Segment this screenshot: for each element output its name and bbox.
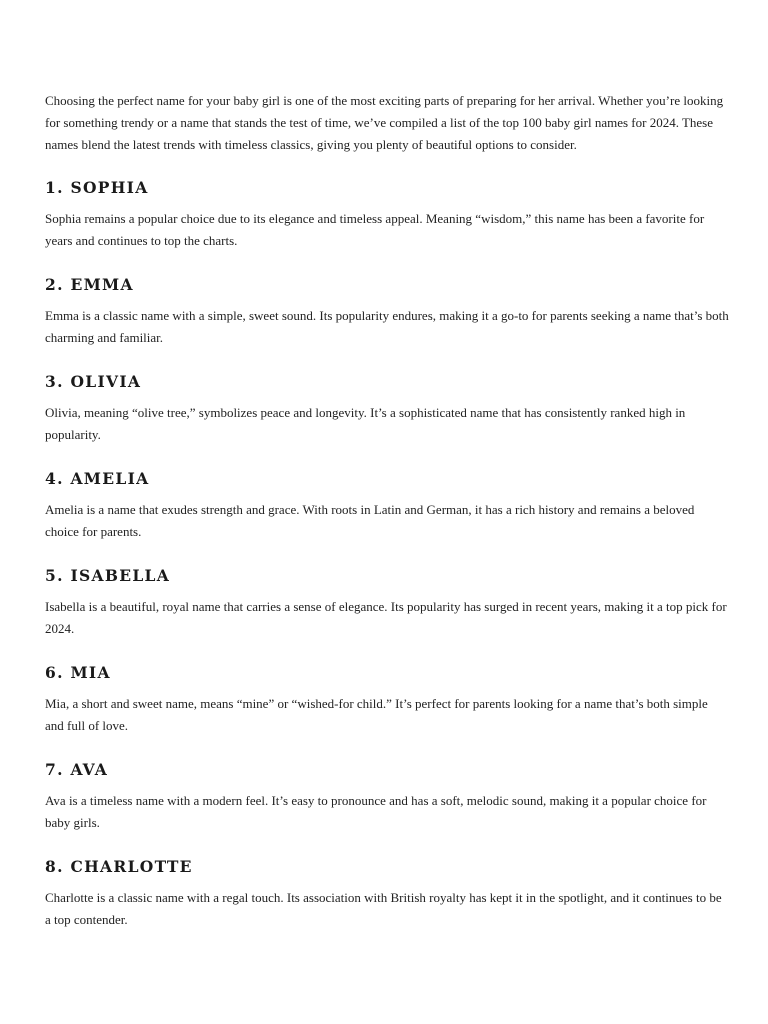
name-heading: 1. SOPHIA xyxy=(45,178,149,197)
name-heading: 7. AVA xyxy=(45,760,109,779)
name-description: Olivia, meaning “olive tree,” symbolizes peace and longevity. It’s a sophisticated name that has consistently ranked high in popularity. xyxy=(45,405,686,442)
name-section-isabella xyxy=(45,566,729,640)
name-section-ava xyxy=(45,760,729,834)
name-section-sophia xyxy=(45,178,729,252)
name-description: Ava is a timeless name with a modern feel. It’s easy to pronounce and has a soft, melodic sound, making it a popular choice for baby girls. xyxy=(45,793,707,830)
name-description: Charlotte is a classic name with a regal touch. Its association with British royalty has kept it in the spotlight, and it continues to be a top contender. xyxy=(45,890,722,927)
name-section-charlotte xyxy=(45,857,729,931)
intro-paragraph: Choosing the perfect name for your baby girl is one of the most exciting parts of preparing for her arrival. Whether you’re looking for something trendy or a name that stands the test of time, we’ve compiled a list of the top 100 baby girl names for 2024. These names blend the latest trends with timeless classics, giving you plenty of beautiful options to consider. xyxy=(45,93,724,152)
name-description: Sophia remains a popular choice due to its elegance and timeless appeal. Meaning “wisdom,” this name has been a favorite for years and continues to top the charts. xyxy=(45,211,705,248)
name-description: Mia, a short and sweet name, means “mine” or “wished-for child.” It’s perfect for parents looking for a name that’s both simple and full of love. xyxy=(45,696,708,733)
name-description: Amelia is a name that exudes strength and grace. With roots in Latin and German, it has a rich history and remains a beloved choice for parents. xyxy=(45,502,695,539)
name-section-mia xyxy=(45,663,729,737)
name-heading: 2. EMMA xyxy=(45,275,134,294)
name-heading: 6. MIA xyxy=(45,663,111,682)
name-section-amelia xyxy=(45,469,729,543)
name-description: Emma is a classic name with a simple, sweet sound. Its popularity endures, making it a go-to for parents seeking a name that’s both charming and familiar. xyxy=(45,308,729,345)
name-section-emma xyxy=(45,275,729,349)
name-heading: 3. OLIVIA xyxy=(45,372,142,391)
name-heading: 8. CHARLOTTE xyxy=(45,857,193,876)
name-heading: 4. AMELIA xyxy=(45,469,150,488)
article-content xyxy=(45,90,729,954)
name-section-olivia xyxy=(45,372,729,446)
name-description: Isabella is a beautiful, royal name that carries a sense of elegance. Its popularity has surged in recent years, making it a top pick for 2024. xyxy=(45,599,727,636)
name-heading: 5. ISABELLA xyxy=(45,566,171,585)
